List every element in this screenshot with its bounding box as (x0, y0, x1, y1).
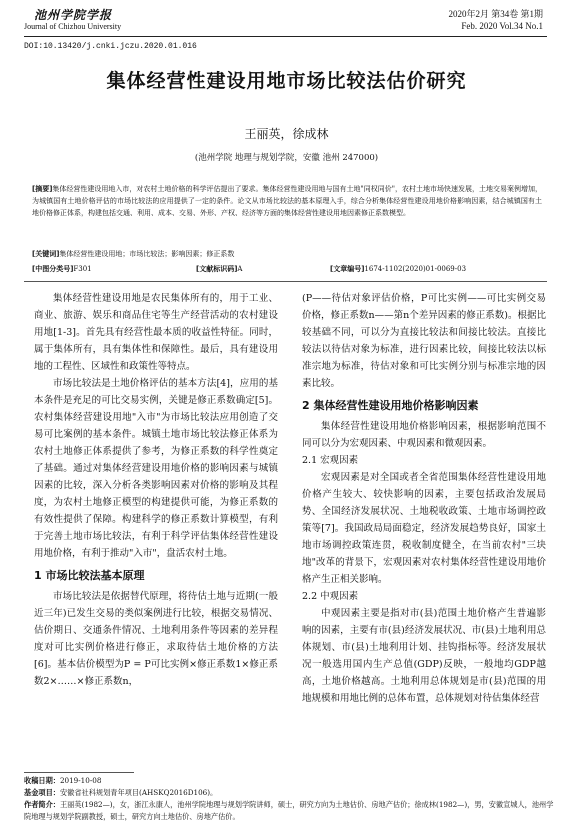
abstract-text: 集体经营性建设用地入市，对农村土地价格的科学评估提出了要求。集体经营性建设用地与国有土地"同权同价"，农村土地市场快速发展，土地交易案例增加，为城镇国有土地价格评估的市场比较法的应用提供了一定的条件。论文从市场比较法的基本原理入手，综合分析集体经营性建设用地价格影响因素，结合城镇国有土地价格修正体系，构建包括交通、利用、成本、交易、外形、产权、经济等方面的集体经营性建设用地因素修正系数模型。 (32, 185, 542, 217)
keywords-label: [关键词] (32, 250, 60, 258)
footnote-item (24, 775, 554, 787)
body-paragraph: 集体经营性建设用地价格影响因素，根据影响范围不同可以分为宏观因素、中观因素和微观因素。 (302, 421, 546, 449)
article-no (330, 264, 466, 274)
authors: 王丽英，徐成林 (244, 127, 329, 141)
doc-code-label: [文献标识码] (196, 265, 238, 273)
doc-code-text: A (237, 265, 243, 273)
journal-name-en: Journal of Chizhou University (24, 22, 122, 31)
footnote-text: 王丽英(1982—)，女，浙江永康人，池州学院地理与规划学院讲师，硕士，研究方向为土地估价、房地产估价；徐成林(1982—)，男，安徽宣城人，池州学院地理与规划学院副教授，硕士，研究方向土地估价、房地产估价。 (24, 800, 554, 821)
issue-info-en: Feb. 2020 Vol.34 No.1 (461, 21, 543, 31)
abstract-label: [摘要] (32, 185, 53, 193)
footnote-label: 作者简介： (24, 800, 60, 809)
right-column (302, 290, 546, 707)
section-heading: 2 集体经营性建设用地价格影响因素 (302, 399, 479, 412)
article-no-text: 1674-1102(2020)01-0069-03 (364, 265, 467, 273)
footnote-label: 基金项目： (24, 788, 60, 797)
section-heading: 1 市场比较法基本原理 (34, 569, 145, 582)
keywords (32, 249, 234, 259)
body-paragraph: 市场比较法是依据替代原理，将待估土地与近期(一般近三年)已发生交易的类似案例进行比较，根据交易情况、估价期日、交通条件情况、土地利用条件等因素的差异程度对可比实例价格进行修正，求取待估土地价格的方法[6]。基本估价模型为P = P可比实例×修正系数1×修正系数2×……×修正系数n， (34, 591, 278, 687)
clc-text: F301 (73, 265, 92, 273)
left-column (34, 290, 278, 690)
paper-title: 集体经营性建设用地市场比较法估价研究 (106, 70, 467, 92)
article-no-label: [文章编号] (330, 265, 365, 273)
keywords-text: 集体经营性建设用地；市场比较法；影响因素；修正系数 (59, 250, 235, 258)
affiliation: (池州学院 地理与规划学院，安徽 池州 247000) (194, 153, 379, 163)
footnote-rule (24, 772, 134, 773)
meta-rule (24, 281, 547, 282)
footnotes (24, 775, 554, 823)
abstract (32, 183, 542, 219)
body-paragraph: 集体经营性建设用地是农民集体所有的，用于工业、商业、旅游、娱乐和商品住宅等生产经营活动的农村建设用地[1-3]。首先具有经营性最本质的收益性特征。同时，属于集体所有，具有集体性和保障性。最后，具有建设用地的工程性、区域性和政策性等特点。 (34, 293, 278, 372)
clc-label: [中图分类号] (32, 265, 74, 273)
doc-code (196, 264, 242, 274)
clc (32, 264, 92, 274)
body-paragraph: 市场比较法是土地价格评估的基本方法[4]，应用的基本条件是充足的可比交易实例，关键是修正系数确定[5]。农村集体经营建设用地"入市"为市场比较法应用创造了交易可比案例的基本条件。城镇土地市场比较法修正体系为农村土地修正体系提供了参考，为修正系数的科学性奠定了基础。通过对集体经营建设用地价格的影响因素与城镇因素的比较，深入分析各类影响因素对价格的影响及其程度，为农村土地修正模型的构建提供可能，为修正系数的有效性提供了保障。构建科学的修正系数计算模型，有利于完善土地市场比较法，有利于科学评估集体经营性建设用地价格，有利于推动"入市"，盘活农村土地。 (34, 378, 278, 559)
header-rule (24, 36, 547, 37)
footnote-item (24, 787, 554, 799)
footnote-text: 安徽省社科规划青年项目(AHSKQ2016D106)。 (59, 788, 218, 797)
subsection-heading: 2.1 宏观因素 (302, 455, 359, 466)
footnote-item (24, 799, 554, 823)
body-paragraph: 中观因素主要是指对市(县)范围土地价格产生普遍影响的因素，主要有市(县)经济发展状况、市(县)土地利用总体规划、市(县)土地利用计划、挂钩指标等。经济发展状况一般选用国内生产总值(GDP)反映，一般地均GDP越高，土地价格越高。土地利用总体规划是市(县)范围的用地规模和用地比例的总体布置，总体规划对待估集体经营 (302, 608, 546, 704)
journal-name-cn: 池州学院学报 (34, 8, 113, 22)
footnote-label: 收稿日期： (24, 776, 60, 785)
footnote-text: 2019-10-08 (59, 776, 102, 785)
doi: DOI:10.13420/j.cnki.jczu.2020.01.016 (24, 42, 197, 51)
body-paragraph: 宏观因素是对全国或者全省范围集体经营性建设用地价格产生较大、较快影响的因素，主要包括政治发展局势、全国经济发展状况、土地税收政策、土地市场调控政策等[7]。我国政局局面稳定，经济发展趋势良好，国家土地市场调控政策连贯，税收制度健全，在当前农村"三块地"改革的背景下，宏观因素对农村集体经营性建设用地价格产生正相关影响。 (302, 472, 546, 585)
subsection-heading: 2.2 中观因素 (302, 591, 359, 602)
issue-info-cn: 2020年2月 第34卷 第1期 (448, 9, 543, 19)
body-paragraph: (P——待估对象评估价格，P可比实例——可比实例交易价格，修正系数n——第n个差异因素的修正系数)。根据比较基础不同，可以分为直接比较法和间接比较法。直接比较法以待估对象为标准，进行因素比较，间接比较法以标准宗地为标准，待估对象和可比实例分别与标准宗地的因素比较。 (302, 293, 546, 389)
